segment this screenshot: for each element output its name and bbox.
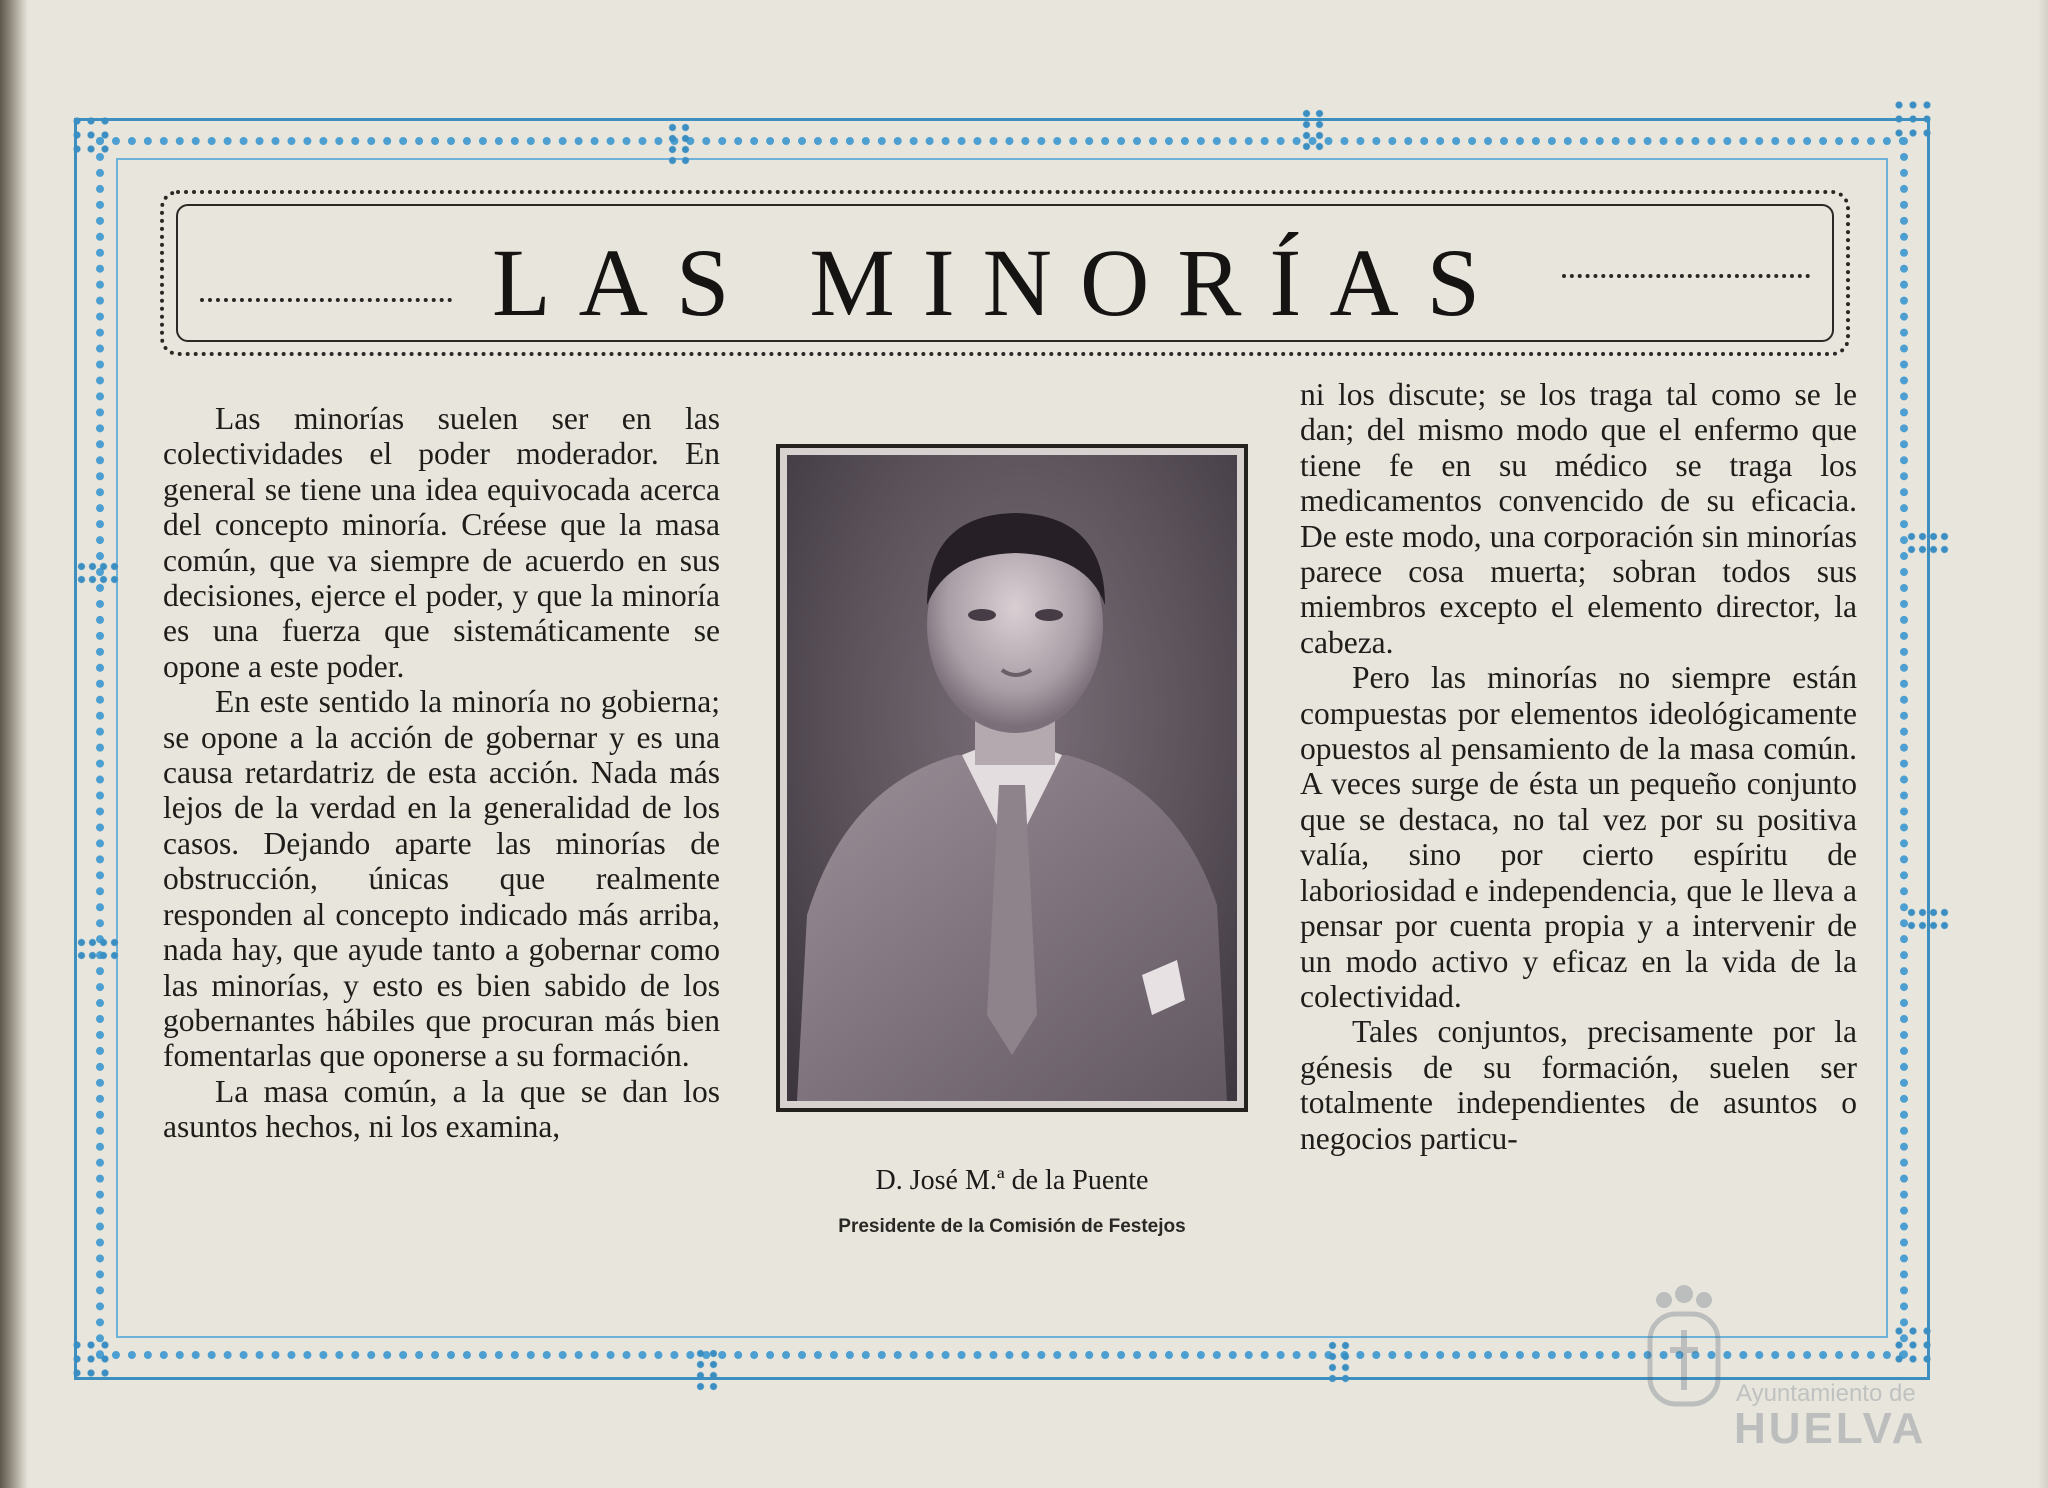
- border-joint-ornament: [76, 936, 120, 962]
- title-rule-left: [200, 298, 452, 302]
- portrait-photo: [787, 455, 1237, 1101]
- paragraph: ni los discute; se los traga tal como se le dan; del mismo modo que el enfermo que tiene fe en su médico se traga los medicamentos convencido de su eficacia. De este modo, una corporación sin minorías parece cosa muerta; sobran todos sus miembros excepto el elemento director, la cabeza.: [1300, 377, 1857, 660]
- article-title: LAS MINORÍAS: [491, 229, 1509, 336]
- paragraph: En este sentido la minoría no gobierna; se opone a la acción de gobernar y es una causa retardatriz de esta acción. Nada más lejos de la verdad en la generalidad de los casos. Dejando aparte las minorías de obstrucción, únicas que realmente responden al concepto indicado más arriba, nada hay, que ayude tanto a gobernar como las minorías, y esto es bien sabido de los gobernantes hábiles que procuran más bien fomentarlas que oponerse a su formación.: [163, 684, 720, 1074]
- border-corner-ornament: [70, 114, 112, 156]
- huelva-coat-of-arms-icon: [1644, 1280, 1724, 1410]
- paragraph: La masa común, a la que se dan los asuntos hechos, ni los examina,: [163, 1073, 720, 1145]
- portrait-caption-name: D. José M.ª de la Puente: [875, 1165, 1149, 1196]
- border-corner-ornament: [70, 1338, 112, 1380]
- border-joint-ornament: [1326, 1340, 1352, 1384]
- watermark-line-2: HUELVA: [1734, 1404, 1927, 1453]
- page-right-edge: [2038, 0, 2048, 1488]
- book-spine-shadow: [0, 0, 28, 1488]
- paragraph: Pero las minorías no siempre están compuestas por elementos ideológicamente opuestos al pensamiento de la masa común. A veces surge de ésta un pequeño conjunto que se destaca, no tal vez por su positiva valía, sino por cierto espíritu de laboriosidad e independencia, que le lleva a pensar por cuenta propia y a intervenir de un modo activo y eficaz en la vida de la colectividad.: [1300, 660, 1857, 1014]
- paragraph: Tales conjuntos, precisamente por la génesis de su formación, suelen ser totalmente independientes de asuntos o negocios particu-: [1300, 1014, 1857, 1156]
- watermark-line-1: Ayuntamiento de: [1736, 1380, 1916, 1407]
- border-joint-ornament: [694, 1348, 720, 1392]
- portrait-caption-role: Presidente de la Comisión de Festejos: [838, 1216, 1186, 1237]
- border-corner-ornament: [1892, 98, 1934, 140]
- portrait-figure: [787, 455, 1237, 1101]
- border-joint-ornament: [1906, 906, 1950, 932]
- left-text-column: [163, 401, 720, 1145]
- portrait-frame: [776, 444, 1248, 1112]
- title-rule-right: [1562, 274, 1810, 278]
- border-joint-ornament: [76, 560, 120, 586]
- border-joint-ornament: [1906, 530, 1950, 556]
- right-text-column: [1300, 377, 1857, 1156]
- border-joint-ornament: [1300, 108, 1326, 152]
- paragraph: Las minorías suelen ser en las colectividades el poder moderador. En general se tiene una idea equivocada acerca del concepto minoría. Créese que la masa común, que va siempre de acuerdo en sus decisiones, ejerce el poder, y que la minoría es una fuerza que sistemáticamente se opone a este poder.: [163, 401, 720, 684]
- border-joint-ornament: [666, 122, 692, 166]
- huelva-watermark: [1640, 1280, 1970, 1460]
